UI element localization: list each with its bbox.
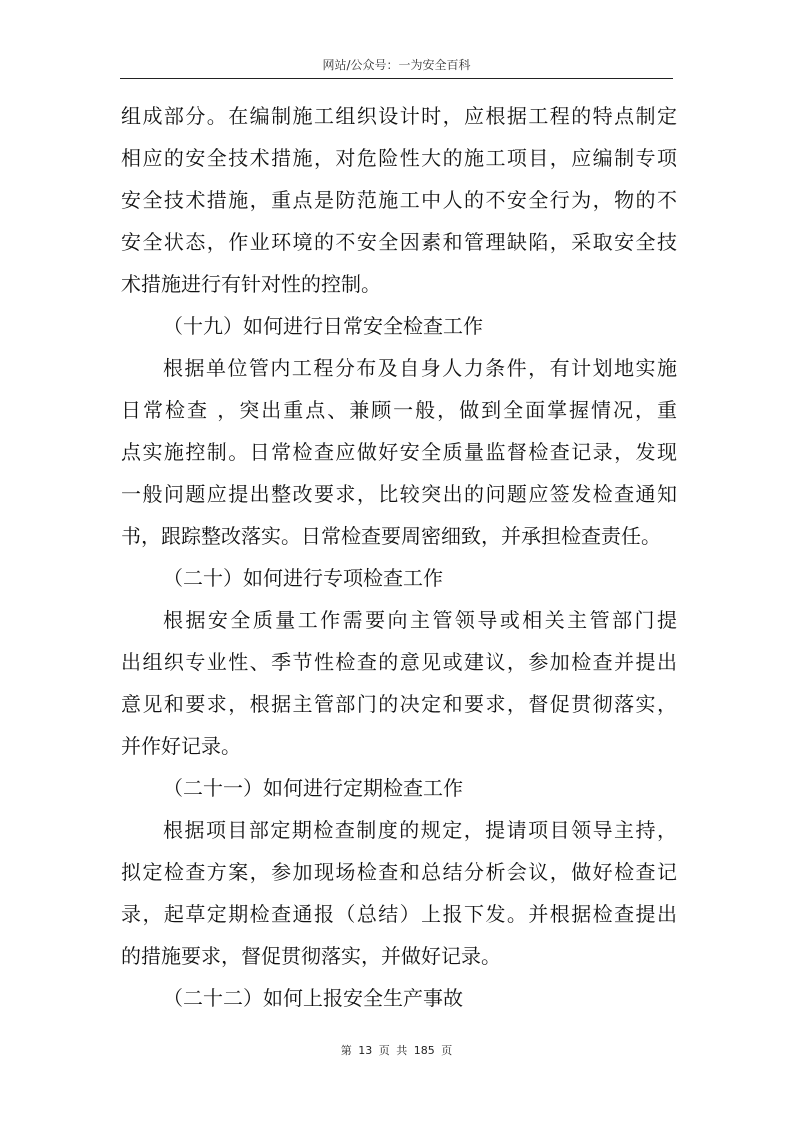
paragraph-line: 点实施控制。日常检查应做好安全质量监督检查记录，发现 [121, 440, 677, 464]
page-footer: 第 13 页 共 185 页 [340, 1044, 453, 1057]
section-heading: （十九）如何进行日常安全检查工作 [163, 314, 483, 338]
paragraph-line: 书，跟踪整改落实。日常检查要周密细致，并承担检查责任。 [121, 524, 661, 548]
paragraph-line: 安全技术措施，重点是防范施工中人的不安全行为，物的不 [121, 188, 677, 212]
section-heading: （二十二）如何上报安全生产事故 [163, 986, 463, 1010]
paragraph-line: 日常检查 ，突出重点、兼顾一般，做到全面掌握情况，重 [121, 398, 677, 422]
paragraph-line: 并作好记录。 [121, 734, 241, 758]
paragraph-line: 一般问题应提出整改要求，比较突出的问题应签发检查通知 [121, 482, 677, 506]
paragraph-line: 术措施进行有针对性的控制。 [121, 272, 381, 296]
section-heading: （二十）如何进行专项检查工作 [163, 566, 443, 590]
paragraph-line: 根据单位管内工程分布及自身人力条件，有计划地实施 [163, 356, 677, 380]
page-header: 网站/公众号：一为安全百科 [322, 58, 471, 72]
paragraph-line: 根据项目部定期检查制度的规定，提请项目领导主持， [163, 818, 677, 842]
paragraph-line: 根据安全质量工作需要向主管领导或相关主管部门提 [163, 608, 677, 632]
paragraph-line: 录，起草定期检查通报（总结）上报下发。并根据检查提出 [121, 902, 677, 926]
header-divider [120, 78, 673, 79]
document-body [121, 95, 677, 1019]
paragraph-line: 安全状态，作业环境的不安全因素和管理缺陷，采取安全技 [121, 230, 677, 254]
section-heading: （二十一）如何进行定期检查工作 [163, 776, 463, 800]
paragraph-line: 拟定检查方案，参加现场检查和总结分析会议，做好检查记 [121, 860, 677, 884]
paragraph-line: 出组织专业性、季节性检查的意见或建议，参加检查并提出 [121, 650, 677, 674]
paragraph-line: 组成部分。在编制施工组织设计时，应根据工程的特点制定 [121, 104, 677, 128]
paragraph-line: 的措施要求，督促贯彻落实，并做好记录。 [121, 944, 501, 968]
paragraph-line: 意见和要求，根据主管部门的决定和要求，督促贯彻落实， [121, 692, 677, 716]
paragraph-line: 相应的安全技术措施，对危险性大的施工项目，应编制专项 [121, 146, 677, 170]
